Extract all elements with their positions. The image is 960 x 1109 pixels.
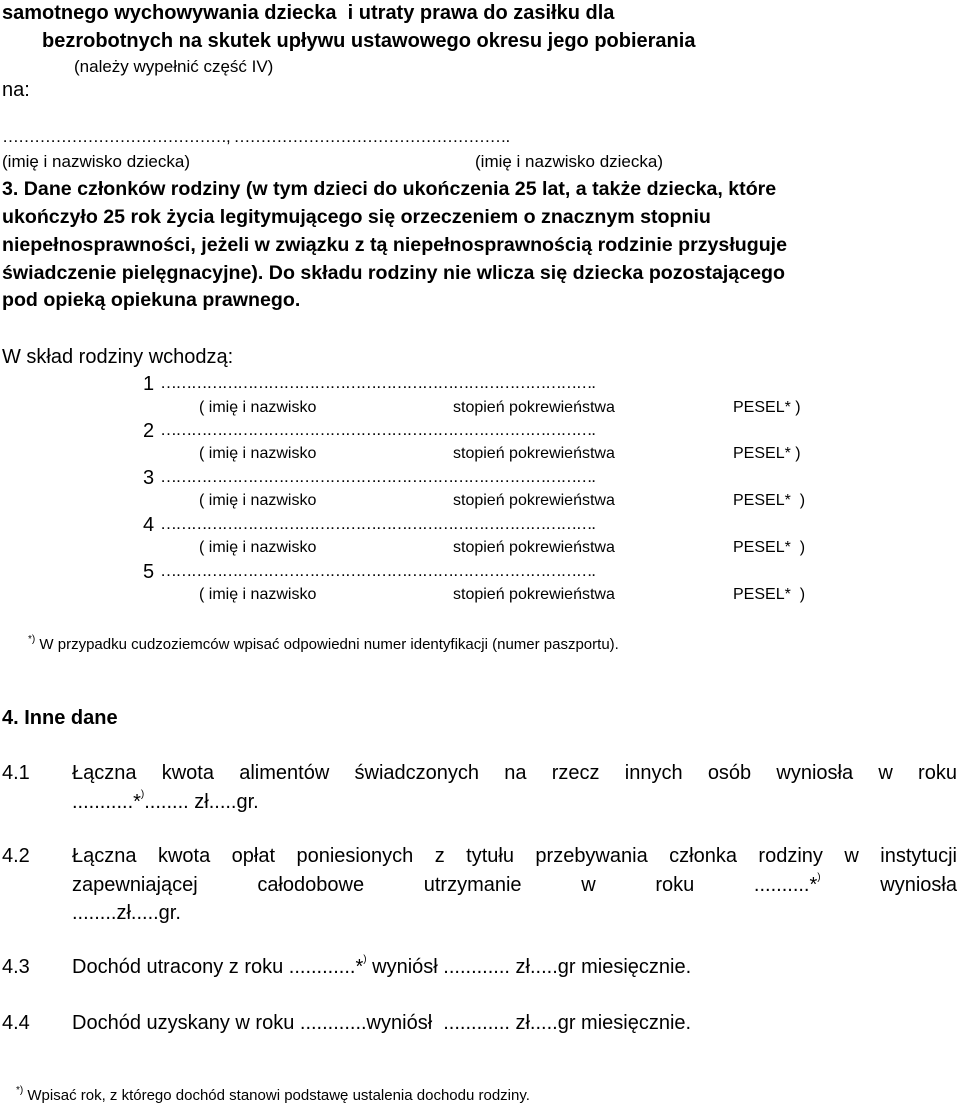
member-col-relation: stopień pokrewieństwa — [453, 399, 615, 416]
member-number: 2 — [143, 420, 155, 442]
family-label: W skład rodziny wchodzą: — [2, 346, 234, 368]
section3-line-2: ukończyło 25 rok życia legitymującego się orzeczeniem o znacznym stopniu — [2, 206, 711, 228]
footnote-mark: *) — [16, 1085, 24, 1096]
member-col-pesel: PESEL* ) — [733, 399, 801, 416]
member-col-relation: stopień pokrewieństwa — [453, 586, 615, 603]
na-label: na: — [2, 79, 30, 101]
member-col-name: ( imię i nazwisko — [199, 445, 317, 462]
section3-footnote — [28, 634, 619, 653]
member-number: 4 — [143, 514, 155, 536]
child-name-label-1: (imię i nazwisko dziecka) — [2, 152, 190, 171]
item-4-4-number: 4.4 — [2, 1012, 30, 1034]
section4-footnote — [16, 1085, 530, 1104]
header-note: (należy wypełnić część IV) — [74, 57, 274, 76]
item-4-2-number: 4.2 — [2, 845, 30, 867]
section3-line-4: świadczenie pielęgnacyjne). Do składu rodziny nie wlicza się dziecka pozostającego — [2, 262, 785, 284]
child-name-label-2: (imię i nazwisko dziecka) — [475, 152, 663, 171]
item-4-2-line-1: Łączna kwota opłat poniesionych z tytułu przebywania członka rodziny w instytucji — [72, 845, 957, 867]
member-col-name: ( imię i nazwisko — [199, 492, 317, 509]
section3-line-3: niepełnosprawności, jeżeli w związku z tą niepełnosprawnością rodzinie przysługuje — [2, 234, 788, 256]
member-dots[interactable]: …………………………………………………………………………. — [160, 373, 595, 392]
member-col-pesel: PESEL* ) — [733, 492, 806, 509]
section3-line-1: 3. Dane członków rodziny (w tym dzieci do ukończenia 25 lat, a także dziecka, które — [2, 178, 777, 200]
member-col-relation: stopień pokrewieństwa — [453, 445, 615, 462]
header-line-2: bezrobotnych na skutek upływu ustawowego okresu jego pobierania — [42, 30, 696, 52]
member-col-name: ( imię i nazwisko — [199, 586, 317, 603]
member-number: 1 — [143, 373, 155, 395]
member-col-relation: stopień pokrewieństwa — [453, 492, 615, 509]
item-4-1-line-1: Łączna kwota alimentów świadczonych na rzecz innych osób wyniosła w roku — [72, 762, 957, 784]
item-4-2-line-2[interactable]: zapewniającej całodobowe utrzymanie w roku ..........*) wyniosła — [72, 872, 957, 896]
member-col-pesel: PESEL* ) — [733, 445, 801, 462]
member-number: 5 — [143, 561, 155, 583]
item-4-4-text[interactable]: Dochód uzyskany w roku ............wyniósł ............ zł.....gr miesięcznie. — [72, 1012, 692, 1034]
item-4-3-number: 4.3 — [2, 956, 30, 978]
item-4-3-text[interactable]: Dochód utracony z roku ............*) wyniósł ............ zł.....gr miesięcznie. — [72, 954, 692, 978]
member-col-pesel: PESEL* ) — [733, 586, 806, 603]
footnote-text: Wpisać rok, z którego dochód stanowi podstawę ustalenia dochodu rodziny. — [23, 1087, 530, 1104]
section4-title: 4. Inne dane — [2, 707, 118, 729]
member-number: 3 — [143, 467, 155, 489]
header-line-1: samotnego wychowywania dziecka i utraty prawa do zasiłku dla — [2, 2, 615, 24]
section3-line-5: pod opieką opiekuna prawnego. — [2, 289, 301, 311]
footnote-mark: *) — [28, 634, 36, 645]
item-4-1-line-2[interactable]: ...........*)........ zł.....gr. — [72, 789, 259, 813]
member-dots[interactable]: …………………………………………………………………………. — [160, 467, 595, 486]
member-dots[interactable]: …………………………………………………………………………. — [160, 561, 595, 580]
member-dots[interactable]: …………………………………………………………………………. — [160, 420, 595, 439]
member-col-name: ( imię i nazwisko — [199, 399, 317, 416]
member-dots[interactable]: …………………………………………………………………………. — [160, 514, 595, 533]
member-col-name: ( imię i nazwisko — [199, 539, 317, 556]
item-4-1-number: 4.1 — [2, 762, 30, 784]
member-col-relation: stopień pokrewieństwa — [453, 539, 615, 556]
children-dots: ……………………………………, ……………………………………………. — [2, 127, 510, 146]
item-4-2-line-3[interactable]: ........zł.....gr. — [72, 902, 181, 924]
member-col-pesel: PESEL* ) — [733, 539, 806, 556]
footnote-text: W przypadku cudzoziemców wpisać odpowiedni numer identyfikacji (numer paszportu). — [35, 636, 619, 653]
